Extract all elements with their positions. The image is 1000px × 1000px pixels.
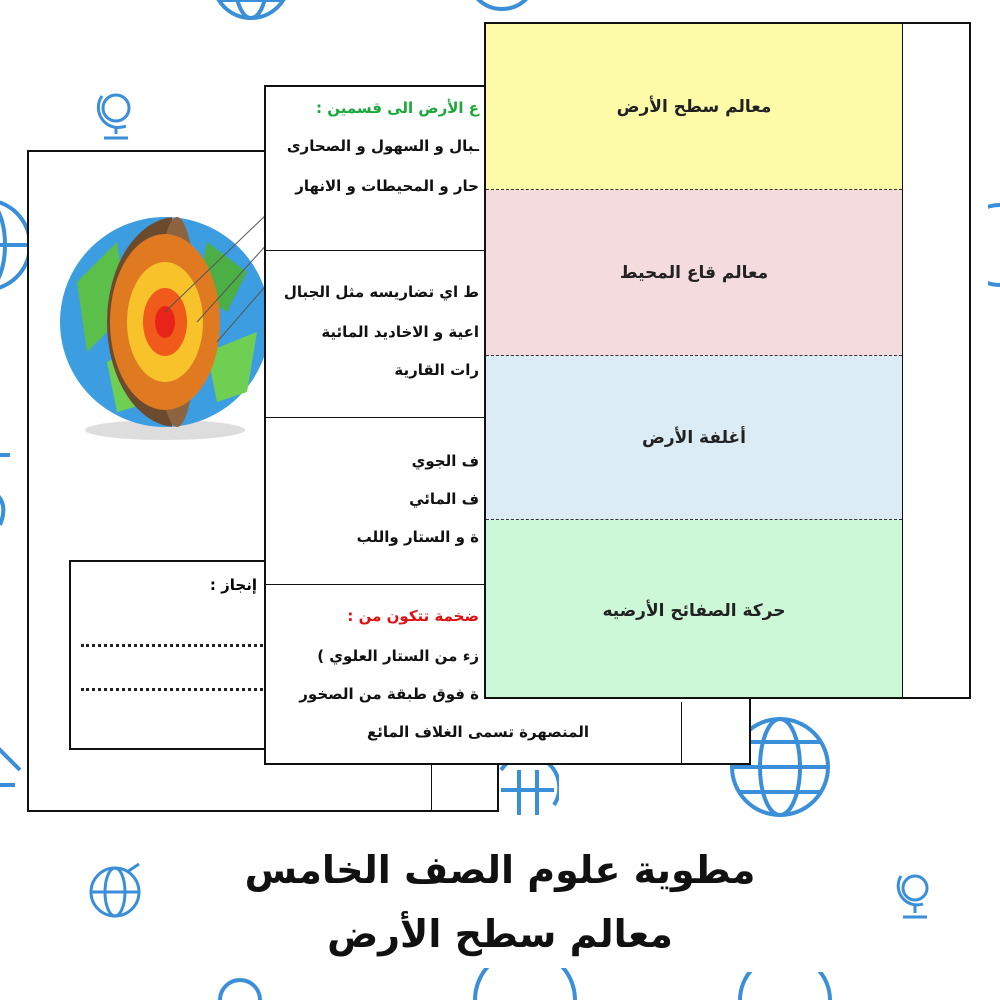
globe-icon [206,0,296,30]
achievement-label: إنجاز : [209,576,257,594]
divider [431,764,432,812]
row-line: المنصهرة تسمى الغلاف المائع [366,723,589,741]
globe-icon [0,730,30,790]
globe-icon [499,760,559,820]
globe-icon [462,0,542,20]
desk-globe-icon [94,88,140,142]
globe-icon [735,972,835,1000]
strip-ocean-floor[interactable] [486,190,902,356]
row-line: ة و الستار واللب [356,528,479,546]
row-title: ع الأرض الى قسمين : [316,99,479,117]
strip-label: أغلفة الأرض [642,427,746,448]
row-line: ط اي تضاريسه مثل الجبال [283,283,479,301]
strip-label: معالم قاع المحيط [619,262,769,283]
caption-line-1: مطوية علوم الصف الخامس [244,848,756,892]
foldable-strips [486,24,902,697]
row-line: ـبال و السهول و الصحارى [286,137,479,155]
strip-label: حركة الصفائح الأرضيه [602,600,786,621]
answer-line[interactable] [81,688,269,691]
front-sheet [484,22,971,699]
strip-label: معالم سطح الأرض [616,96,772,117]
globe-icon [0,450,20,530]
binding-margin [902,24,971,697]
row-line: ة فوق طبقة من الصخور [299,685,479,703]
earth-layers-icon [57,202,269,452]
row-line: اعية و الاخاديد المائية [321,323,479,341]
globe-icon [988,200,1000,290]
row-title: ضخمة تتكون من : [347,607,479,625]
row-line: حار و المحيطات و الانهار [295,177,479,195]
row-line: رات القارية [394,361,479,379]
answer-line[interactable] [81,644,269,647]
row-line: ف المائي [409,490,479,508]
row-line: ف الجوي [411,452,479,470]
caption-line-2: معالم سطح الأرض [327,912,673,956]
row-line: زء من الستار العلوي ) [317,647,479,665]
globe-icon [470,968,580,1000]
divider [681,702,682,765]
strip-earth-surface[interactable] [486,24,902,190]
strip-plate-movement[interactable] [486,520,902,699]
strip-earth-spheres[interactable] [486,356,902,520]
globe-icon [215,968,265,1000]
